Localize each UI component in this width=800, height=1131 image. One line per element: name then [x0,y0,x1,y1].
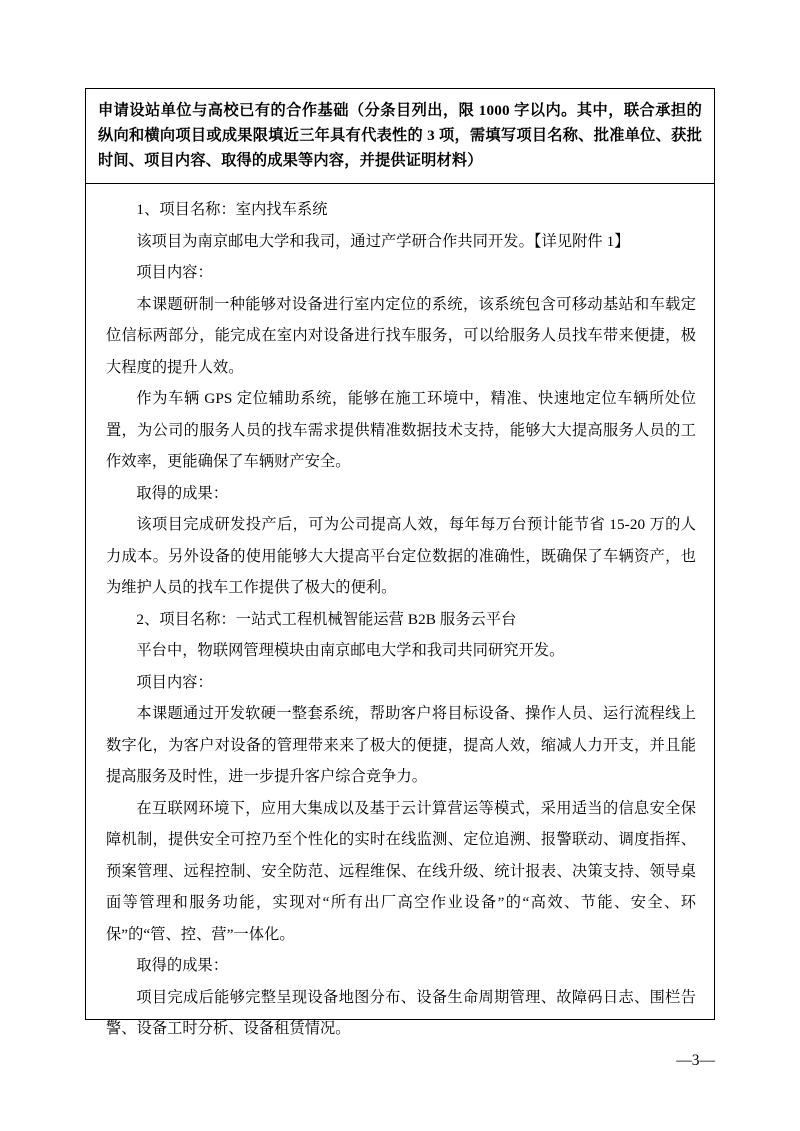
section-header-cell [86,89,714,184]
body-paragraph: 取得的成果： [136,484,229,502]
body-paragraph: 该项目完成研发投产后，可为公司提高人效，每年每万台预计能节省 15-20 万的人力成本。另外设备的使用能够大大提高平台定位数据的准确性，既确保了车辆资产，也为维护人员的找车工作提供了极大的便利。 [106,516,696,596]
body-paragraph: 1、项目名称：室内找车系统 [136,201,328,218]
body-paragraph: 在互联网环境下，应用大集成以及基于云计算营运等模式，采用适当的信息安全保障机制，提供安全可控乃至个性化的实时在线监测、定位追溯、报警联动、调度指挥、预案管理、远程控制、安全防范、远程维保、在线升级、统计报表、决策支持、领导桌面等管理和服务功能，实现对“所有出厂高空作业设备”的“高效、节能、安全、环保”的“管、控、营”一体化。 [106,799,696,943]
body-paragraph: 作为车辆 GPS 定位辅助系统，能够在施工环境中，精准、快速地定位车辆所处位置，为公司的服务人员的找车需求提供精准数据技术支持，能够大大提高服务人员的工作效率，更能确保了车辆财产安全。 [106,390,696,470]
page-number: —3— [676,1052,715,1069]
body-paragraph: 平台中，物联网管理模块由南京邮电大学和我司共同研究开发。 [136,642,565,659]
body-paragraph: 项目内容： [136,264,213,281]
body-paragraph: 本课题研制一种能够对设备进行室内定位的系统，该系统包含可移动基站和车载定位信标两部分，能完成在室内对设备进行找车服务，可以给服务人员找车带来便捷，极大程度的提升人效。 [106,295,696,376]
body-paragraph: 取得的成果： [136,957,229,974]
body-paragraph: 项目内容： [136,673,213,691]
body-paragraph: 该项目为南京邮电大学和我司，通过产学研合作共同开发。【详见附件 1】 [136,232,630,250]
section-body-cell [86,184,714,1055]
document-table-frame [85,88,715,1037]
body-paragraph: 2、项目名称：一站式工程机械智能运营 B2B 服务云平台 [136,610,517,628]
body-paragraph: 本课题通过开发软硬一整套系统，帮助客户将目标设备、操作人员、运行流程线上数字化，为客户对设备的管理带来来了极大的便捷，提高人效，缩减人力开支，并且能提高服务及时性，进一步提升客户综合竞争力。 [106,705,696,785]
body-paragraph: 项目完成后能够完整呈现设备地图分布、设备生命周期管理、故障码日志、围栏告警、设备工时分析、设备租赁情况。 [106,988,696,1037]
section-header-text: 申请设站单位与高校已有的合作基础（分条目列出，限 1000 字以内。其中，联合承担的纵向和横向项目或成果限填近三年具有代表性的 3 项，需填写项目名称、批准单位、获批时间、项目内容、取得的成果等内容，并提供证明材料） [98,102,702,169]
